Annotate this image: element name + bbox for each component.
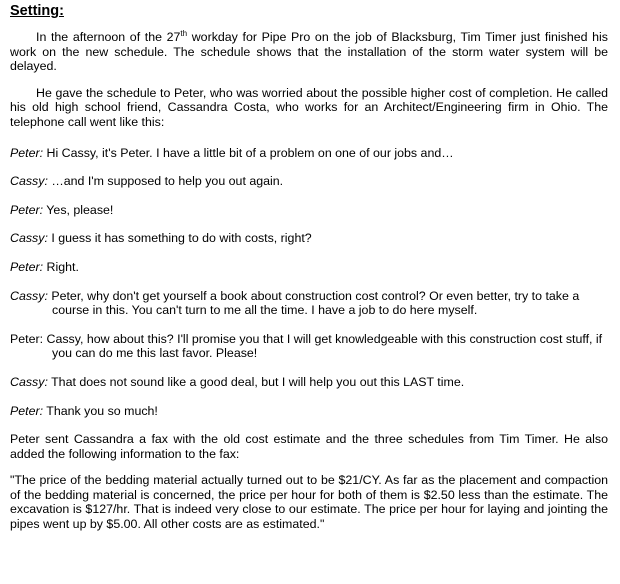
document-page — [10, 3, 608, 532]
dialog-line — [10, 146, 608, 161]
dialog-line — [10, 332, 608, 361]
dialog-line — [10, 289, 608, 318]
intro-text-before: In the afternoon of the 27 — [36, 30, 181, 44]
speaker-name: Cassy — [10, 174, 45, 189]
intro-text-after: workday for Pipe Pro on the job of Blacksburg, Tim Timer just finished his work on the new schedule. The schedule shows that the installation of the storm water system will be delayed. — [10, 30, 608, 74]
speaker-separator: : — [44, 288, 48, 303]
dialog-line — [10, 375, 608, 390]
ordinal-suffix: th — [180, 29, 188, 38]
speaker-name: Cassy — [10, 231, 45, 246]
dialog-text: Yes, please! — [43, 202, 114, 217]
speaker-separator: : — [39, 145, 44, 160]
speaker-separator: : — [39, 259, 44, 274]
dialog-line — [10, 404, 608, 419]
dialog-line — [10, 174, 608, 189]
dialog-text: Peter, why don't get yourself a book about construction cost control? Or even better, try to take a course in this. You can't turn to me all the time. I have a job to do here myself. — [47, 288, 580, 318]
speaker-name: Cassy — [10, 374, 45, 389]
dialog-text: Thank you so much! — [43, 403, 158, 418]
dialog-line — [10, 203, 608, 218]
dialog-text: I guess it has something to do with costs, right? — [47, 231, 312, 246]
dialog-text: Right. — [43, 259, 79, 274]
intro-paragraph-2: He gave the schedule to Peter, who was worried about the possible higher cost of completion. He called his old high school friend, Cassandra Costa, who works for an Architect/Engineering firm in Ohio. The telephone call went like this: — [10, 85, 608, 129]
dialog-text: …and I'm supposed to help you out again. — [47, 174, 284, 189]
speaker-name: Peter — [10, 259, 40, 274]
speaker-separator: : — [44, 231, 48, 246]
dialog-line — [10, 231, 608, 246]
fax-quote: "The price of the bedding material actually turned out to be $21/CY. As far as the placement and compaction of the bedding material is concerned, the price per hour for both of them is $2.50 less than the estimate. The excavation is $127/hr. That is indeed very close to our estimate. The price per hour for laying and jointing the pipes went up by $5.00. All other costs are as estimated." — [10, 473, 608, 532]
speaker-name: Cassy — [10, 288, 45, 303]
dialog-text: That does not sound like a good deal, but I will help you out this LAST time. — [47, 374, 465, 389]
section-heading: Setting: — [10, 3, 64, 19]
closing-paragraph: Peter sent Cassandra a fax with the old cost estimate and the three schedules from Tim Timer. He also added the following information to the fax: — [10, 432, 608, 461]
speaker-separator: : — [39, 403, 44, 418]
speaker-separator: : — [39, 202, 44, 217]
intro-paragraph-1 — [10, 30, 608, 74]
speaker-name: Peter — [10, 202, 40, 217]
speaker-name: Peter — [10, 145, 40, 160]
speaker-name: Peter — [10, 403, 40, 418]
dialog-line — [10, 260, 608, 275]
speaker-separator: : — [44, 374, 48, 389]
speaker-separator: : — [44, 174, 48, 189]
dialog-text: Hi Cassy, it's Peter. I have a little bit of a problem on one of our jobs and… — [43, 145, 454, 160]
dialog-text: Peter: Cassy, how about this? I'll promise you that I will get knowledgeable with this construction cost stuff, if you can do me this last favor. Please! — [10, 331, 603, 361]
